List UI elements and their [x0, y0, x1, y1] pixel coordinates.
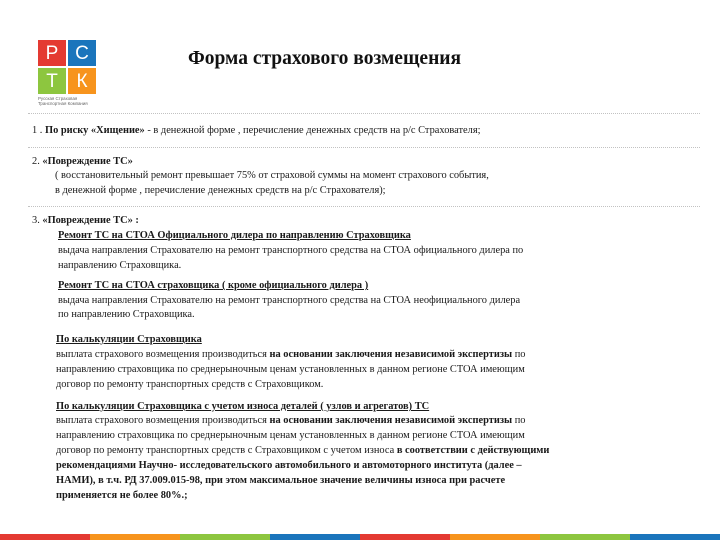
- sub-3-line-1-bold: на основании заключения независимой экспертизы: [269, 349, 513, 360]
- sub-1-heading: Ремонт ТС на СТОА Официального дилера по направлению Страховщика: [58, 230, 411, 241]
- bottom-bar-segment: [270, 534, 360, 540]
- logo-tagline-line-2: Транспортная Компания: [38, 101, 88, 107]
- sub-3-line-1: [56, 348, 525, 363]
- sub-4-line-3-pre: договор по ремонту транспортных средств с Страховщиком с учетом износа: [56, 445, 397, 456]
- item-2-line-1: ( восстановительный ремонт превышает 75% от страховой суммы на момент страхового события,: [55, 170, 489, 181]
- divider-3: [28, 206, 700, 208]
- sub-4-bold-line-1: рекомендациями Научно- исследовательского автомобильного и автомоторного института (далее –: [56, 460, 522, 471]
- bottom-bar-segment: [450, 534, 540, 540]
- sub-4-line-3-bold: в соответствии с действующими: [396, 445, 550, 456]
- sub-4-line-1-pre: выплата страхового возмещения производиться: [56, 415, 270, 426]
- item-1-text: - в денежной форме , перечисление денежных средств на р/с Страхователя;: [144, 125, 481, 136]
- item-2-line-2: в денежной форме , перечисление денежных средств на р/с Страхователя);: [55, 185, 386, 196]
- sub-3-line-3: договор по ремонту транспортных средств с Страховщиком.: [56, 379, 324, 390]
- item-2-label: «Повреждение ТС»: [42, 156, 133, 167]
- sub-3-line-1-post: по: [512, 349, 526, 360]
- logo-tagline: [38, 96, 96, 106]
- item-3-label: «Повреждение ТС» :: [42, 215, 139, 226]
- divider-2: [28, 147, 700, 149]
- company-logo: [38, 40, 96, 106]
- sub-2-line-2: по направлению Страховщика.: [58, 309, 195, 320]
- bottom-bar-segment: [360, 534, 450, 540]
- sub-4-line-1: [56, 414, 525, 429]
- sub-4-line-1-bold: на основании заключения независимой экспертизы: [269, 415, 513, 426]
- sub-3-line-1-pre: выплата страхового возмещения производиться: [56, 349, 270, 360]
- sub-3-line-2: направлению страховщика по среднерыночным ценам установленных в данном регионе СТОА имеющим: [56, 364, 525, 375]
- divider-1: [28, 113, 700, 115]
- logo-tagline-line-1: Русская Страховая: [38, 96, 78, 101]
- item-1: [32, 124, 481, 139]
- logo-letter-1: Р: [38, 40, 66, 66]
- bottom-bar-segment: [90, 534, 180, 540]
- sub-4-line-3: [56, 444, 549, 459]
- bottom-bar-segment: [180, 534, 270, 540]
- sub-4-line-1-post: по: [512, 415, 526, 426]
- sub-3-heading: По калькуляции Страховщика: [56, 334, 202, 345]
- item-1-number: 1 .: [32, 125, 43, 136]
- logo-letter-3: Т: [38, 68, 66, 94]
- logo-letter-2: С: [68, 40, 96, 66]
- item-2-number: 2.: [32, 156, 40, 167]
- sub-4-line-2: направлению страховщика по среднерыночным ценам установленных в данном регионе СТОА имеющим: [56, 430, 525, 441]
- item-2-heading: [32, 155, 133, 170]
- bottom-bar-segment: [630, 534, 720, 540]
- item-3-number: 3.: [32, 215, 40, 226]
- sub-2-line-1: выдача направления Страхователю на ремонт транспортного средства на СТОА неофициального дилера: [58, 295, 521, 306]
- sub-4-bold-line-2: НАМИ), в т.ч. РД 37.009.015-98, при этом максимальное значение величины износа при расчете: [56, 475, 506, 486]
- logo-letter-4: К: [68, 68, 96, 94]
- bottom-bar-segment: [540, 534, 630, 540]
- bottom-bar-segment: [0, 534, 90, 540]
- logo-grid: [38, 40, 96, 94]
- sub-1-line-1: выдача направления Страхователю на ремонт транспортного средства на СТОА официального дилера по: [58, 245, 524, 256]
- sub-2-heading: Ремонт ТС на СТОА страховщика ( кроме официального дилера ): [58, 280, 369, 291]
- item-3-heading: [32, 214, 139, 229]
- item-1-label: По риску «Хищение»: [45, 125, 145, 136]
- page-title: Форма страхового возмещения: [188, 48, 462, 69]
- sub-4-heading: По калькуляции Страховщика с учетом износа деталей ( узлов и агрегатов) ТС: [56, 401, 430, 412]
- bottom-color-bar: [0, 534, 720, 540]
- sub-4-bold-line-3: применяется не более 80%.;: [56, 490, 188, 501]
- sub-1-line-2: направлению Страховщика.: [58, 260, 182, 271]
